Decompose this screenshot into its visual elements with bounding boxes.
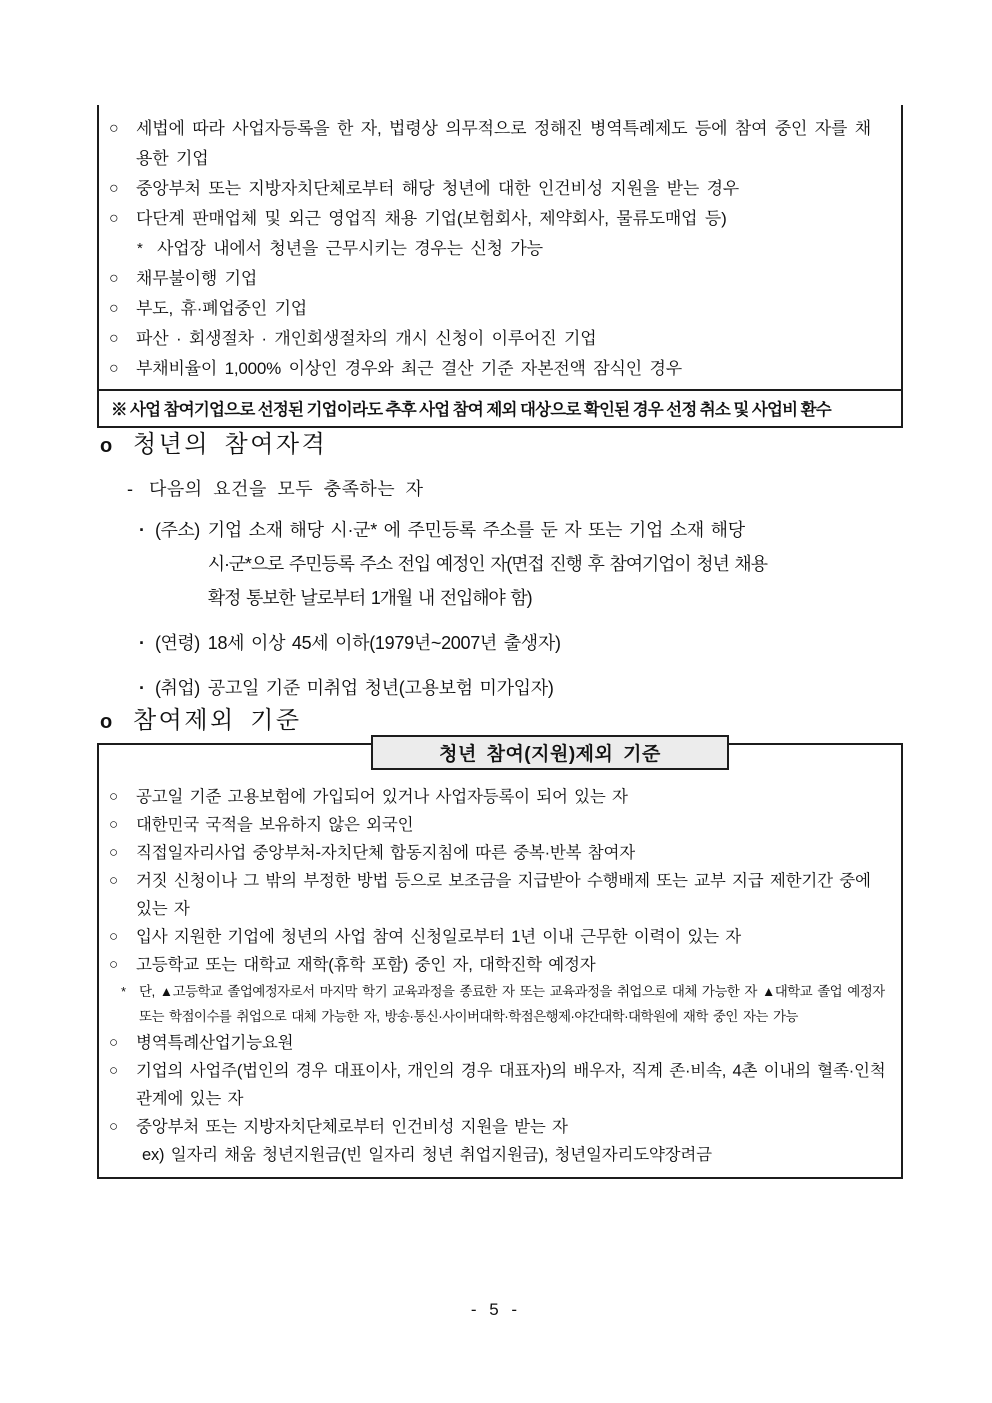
list-item bbox=[109, 923, 889, 951]
criterion-age bbox=[97, 626, 909, 660]
company-exclusion-box bbox=[97, 105, 903, 428]
qualification-intro bbox=[97, 476, 909, 502]
company-exclusion-list bbox=[99, 105, 901, 389]
list-item bbox=[109, 839, 889, 867]
dot-bullet-icon: · bbox=[139, 520, 145, 540]
list-subnote bbox=[109, 979, 889, 1029]
list-subnote-text: 사업장 내에서 청년을 근무시키는 경우는 신청 가능 bbox=[157, 239, 543, 258]
list-example-text: ex) 일자리 채움 청년지원금(빈 일자리 청년 취업지원금), 청년일자리도약장려금 bbox=[142, 1146, 712, 1164]
list-item bbox=[109, 174, 887, 204]
circle-bullet-icon: ○ bbox=[109, 300, 119, 317]
circle-bullet-icon: ○ bbox=[109, 330, 119, 347]
dash-bullet-icon: - bbox=[127, 479, 134, 499]
list-item-text: 대한민국 국적을 보유하지 않은 외국인 bbox=[136, 816, 414, 834]
circle-bullet-icon: ○ bbox=[109, 788, 118, 805]
section-bullet-icon: o bbox=[100, 435, 113, 457]
dot-bullet-icon: · bbox=[139, 633, 145, 653]
youth-exclusion-box-title: 청년 참여(지원)제외 기준 bbox=[371, 735, 729, 770]
criterion-label: (취업) bbox=[155, 678, 200, 698]
youth-qualification-section bbox=[97, 424, 909, 705]
section-bullet-icon: o bbox=[100, 711, 113, 733]
circle-bullet-icon: ○ bbox=[109, 844, 118, 861]
asterisk-icon: * bbox=[137, 240, 143, 257]
list-item-text: 파산 · 회생절차 · 개인회생절차의 개시 신청이 이루어진 기업 bbox=[136, 329, 597, 348]
circle-bullet-icon: ○ bbox=[109, 120, 119, 137]
list-item-text: 직접일자리사업 중앙부처-자치단체 합동지침에 따른 중복·반복 참여자 bbox=[136, 844, 635, 862]
list-item bbox=[109, 867, 889, 923]
qualification-intro-text: 다음의 요건을 모두 충족하는 자 bbox=[149, 479, 424, 499]
list-item-text: 입사 지원한 기업에 청년의 사업 참여 신청일로부터 1년 이내 근무한 이력이 있는 자 bbox=[136, 928, 741, 946]
list-item bbox=[109, 204, 887, 234]
list-item-text: 부채비율이 1,000% 이상인 경우와 최근 결산 기준 자본전액 잠식인 경우 bbox=[136, 359, 682, 378]
criterion-label: (주소) bbox=[155, 520, 200, 540]
list-item-text: 채무불이행 기업 bbox=[136, 269, 258, 288]
criterion-line: 공고일 기준 미취업 청년(고용보험 미가입자) bbox=[207, 678, 554, 698]
circle-bullet-icon: ○ bbox=[109, 180, 119, 197]
criterion-line: 확정 통보한 날로부터 1개월 내 전입해야 함) bbox=[207, 588, 532, 608]
list-item-text: 다단계 판매업체 및 외근 영업직 채용 기업(보험회사, 제약회사, 물류도매업 등) bbox=[136, 209, 727, 228]
list-example bbox=[109, 1141, 889, 1169]
list-item bbox=[109, 811, 889, 839]
list-item bbox=[109, 294, 887, 324]
list-item-text: 고등학교 또는 대학교 재학(휴학 포함) 중인 자, 대학진학 예정자 bbox=[136, 956, 596, 974]
circle-bullet-icon: ○ bbox=[109, 270, 119, 287]
list-item bbox=[109, 114, 887, 174]
circle-bullet-icon: ○ bbox=[109, 360, 119, 377]
circle-bullet-icon: ○ bbox=[109, 1118, 118, 1135]
criterion-line: 기업 소재 해당 시·군* 에 주민등록 주소를 둔 자 또는 기업 소재 해당 bbox=[207, 520, 745, 540]
criterion-label: (연령) bbox=[155, 633, 200, 653]
criterion-text bbox=[208, 626, 909, 660]
list-item-text: 기업의 사업주(법인의 경우 대표이사, 개인의 경우 대표자)의 배우자, 직계 존·비속, 4촌 이내의 혈족·인척 관계에 있는 자 bbox=[136, 1062, 886, 1108]
circle-bullet-icon: ○ bbox=[109, 210, 119, 227]
criterion-line: 시·군*으로 주민등록 주소 전입 예정인 자(면접 진행 후 참여기업이 청년 채용 bbox=[207, 554, 767, 574]
list-item-text: 중앙부처 또는 지방자치단체로부터 해당 청년에 대한 인건비성 지원을 받는 경우 bbox=[136, 179, 740, 198]
list-subnote bbox=[109, 234, 887, 264]
exclusion-section bbox=[97, 700, 909, 735]
list-item-text: 부도, 휴·폐업중인 기업 bbox=[136, 299, 308, 318]
criterion-line: 18세 이상 45세 이하(1979년~2007년 출생자) bbox=[207, 633, 561, 653]
list-item-text: 공고일 기준 고용보험에 가입되어 있거나 사업자등록이 되어 있는 자 bbox=[136, 788, 628, 806]
circle-bullet-icon: ○ bbox=[109, 928, 118, 945]
list-item bbox=[109, 324, 887, 354]
circle-bullet-icon: ○ bbox=[109, 872, 118, 889]
list-item bbox=[109, 1057, 889, 1113]
circle-bullet-icon: ○ bbox=[109, 1034, 118, 1051]
list-item bbox=[109, 951, 889, 979]
list-item bbox=[109, 783, 889, 811]
list-item-text: 거짓 신청이나 그 밖의 부정한 방법 등으로 보조금을 지급받아 수행배제 또는 교부 지급 제한기간 중에 있는 자 bbox=[136, 872, 871, 918]
selection-cancellation-footnote: ※ 사업 참여기업으로 선정된 기업이라도 추후 사업 참여 제외 대상으로 확인된 경우 선정 취소 및 사업비 환수 bbox=[99, 389, 901, 426]
circle-bullet-icon: ○ bbox=[109, 816, 118, 833]
list-item bbox=[109, 264, 887, 294]
list-item-text: 병역특례산업기능요원 bbox=[136, 1034, 294, 1052]
list-item-text: 중앙부처 또는 지방자치단체로부터 인건비성 지원을 받는 자 bbox=[136, 1118, 568, 1136]
asterisk-icon: * bbox=[121, 984, 126, 999]
circle-bullet-icon: ○ bbox=[109, 1062, 118, 1079]
criterion-address bbox=[97, 513, 909, 615]
section-header-qualification bbox=[97, 424, 909, 459]
youth-exclusion-box bbox=[97, 743, 903, 1179]
section-title: 참여제외 기준 bbox=[133, 708, 302, 734]
list-item bbox=[109, 1113, 889, 1141]
dot-bullet-icon: · bbox=[139, 678, 145, 698]
list-subnote-text: 단, ▲고등학교 졸업예정자로서 마지막 학기 교육과정을 종료한 자 또는 교육과정을 취업으로 대체 가능한 자 ▲대학교 졸업 예정자 또는 학점이수를 취업으로 대체 가능한 자, 방송·통신·사이버대학·학점은행제·야간대학·대학원에 재학 중인 자는 가능 bbox=[139, 984, 885, 1024]
list-item bbox=[109, 1029, 889, 1057]
criterion-text bbox=[208, 513, 909, 615]
section-title: 청년의 참여자격 bbox=[133, 432, 328, 458]
list-item bbox=[109, 354, 887, 384]
section-header-exclusion bbox=[97, 700, 909, 735]
page-number: - 5 - bbox=[470, 1300, 522, 1319]
circle-bullet-icon: ○ bbox=[109, 956, 118, 973]
list-item-text: 세법에 따라 사업자등록을 한 자, 법령상 의무적으로 정해진 병역특례제도 등에 참여 중인 자를 채용한 기업 bbox=[136, 119, 871, 168]
